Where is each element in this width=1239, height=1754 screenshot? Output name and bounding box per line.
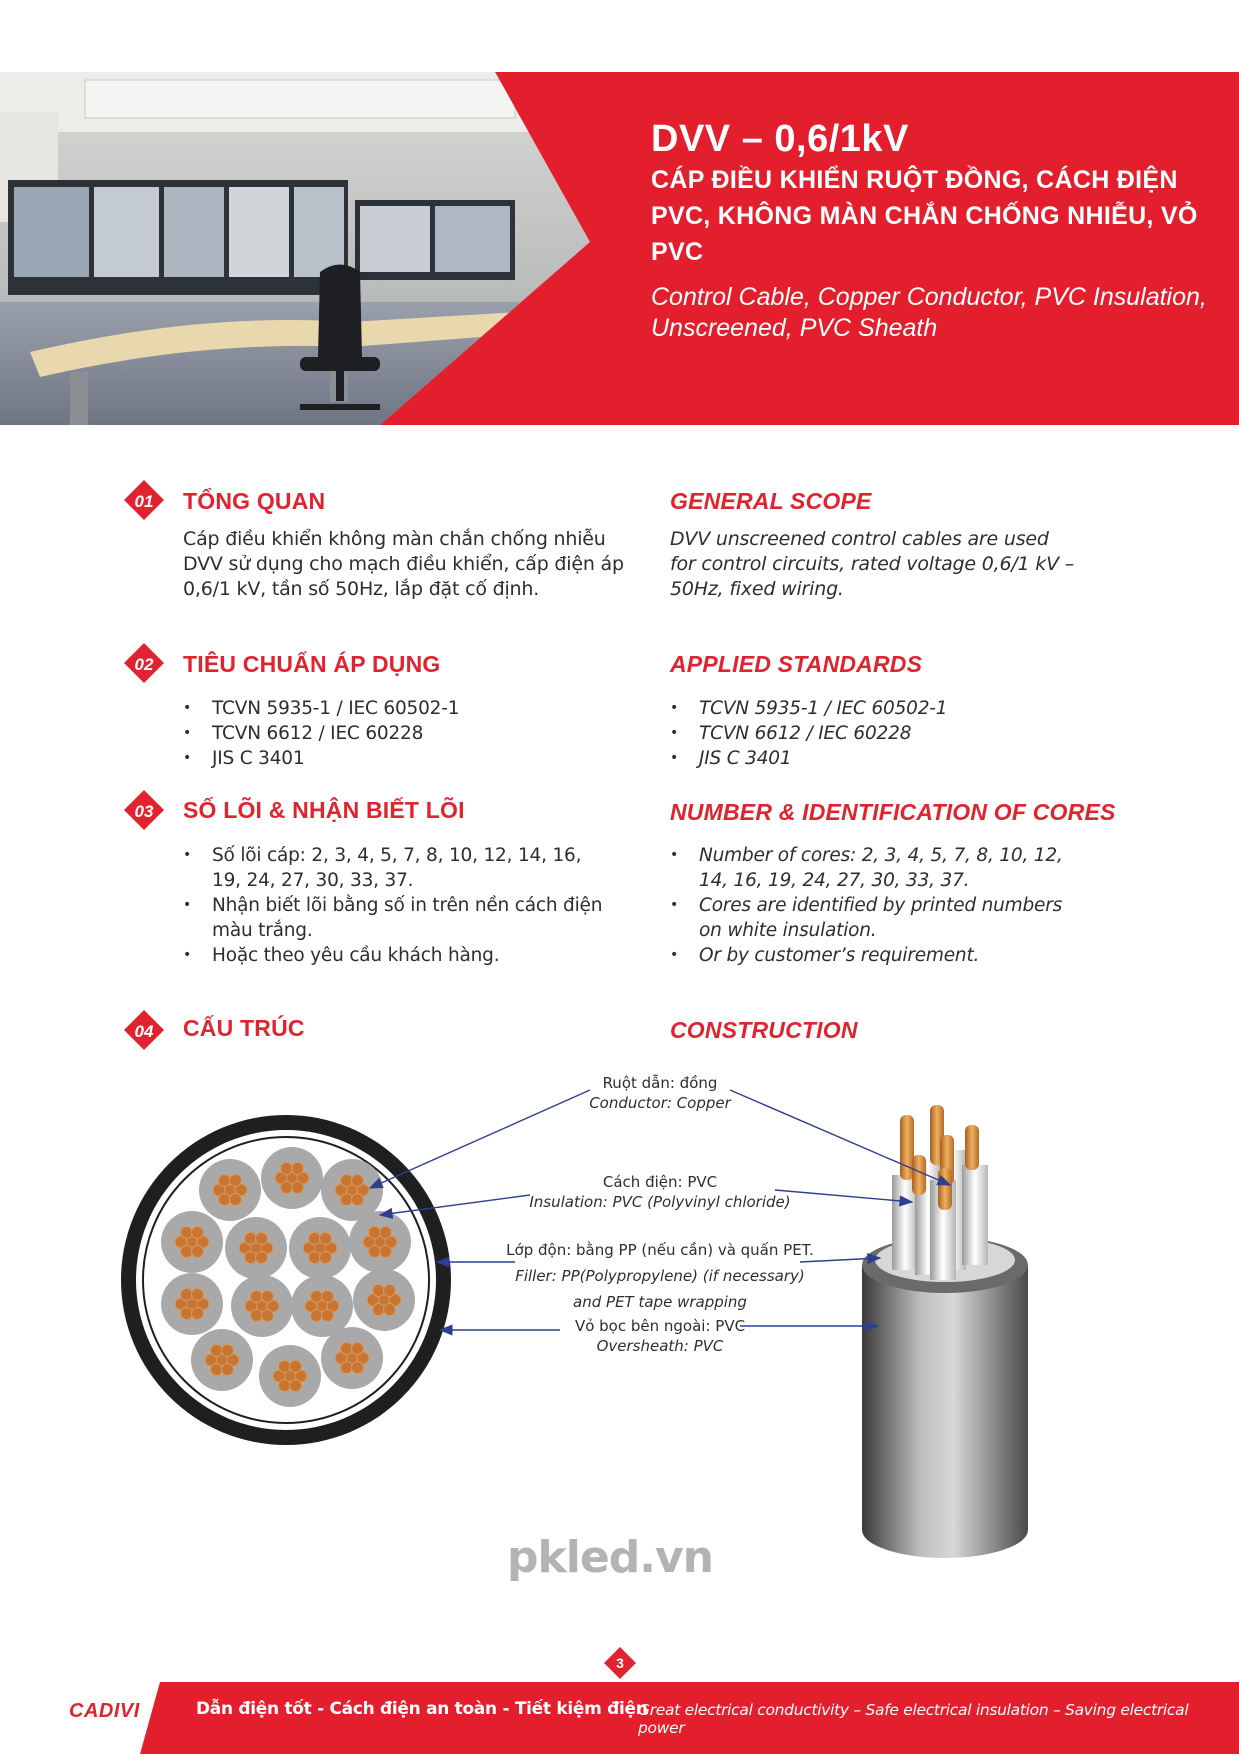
list-item: • Or by customer’s requirement. [670, 943, 1090, 968]
standards-list-vn [183, 696, 623, 771]
footer-slogan-vn: Dẫn điện tốt - Cách điện an toàn - Tiết kiệm điện [196, 1699, 648, 1719]
cadivi-logo: CADIVI [69, 1700, 140, 1722]
list-item: • TCVN 6612 / IEC 60228 [670, 721, 1110, 746]
label-conductor: Ruột dẫn: đồng Conductor: Copper [589, 1074, 731, 1112]
section-title-overview: TỔNG QUAN [183, 488, 326, 514]
list-item: • Số lõi cáp: 2, 3, 4, 5, 7, 8, 10, 12, 14, 16, 19, 24, 27, 30, 33, 37. [183, 843, 613, 893]
product-subtitle-en: Control Cable, Copper Conductor, PVC Insulation, Unscreened, PVC Sheath [651, 283, 1207, 342]
insulated-core [261, 1147, 323, 1209]
section-03-badge [124, 790, 164, 830]
section-04-number: 04 [134, 1022, 154, 1041]
list-item: • TCVN 5935-1 / IEC 60502-1 [183, 696, 623, 721]
list-item: • Cores are identified by printed numbers on white insulation. [670, 893, 1090, 943]
insulated-core [161, 1273, 223, 1335]
section-04-badge [124, 1010, 164, 1050]
insulated-core [353, 1269, 415, 1331]
section-03-number: 03 [134, 802, 154, 821]
page-number: 3 [604, 1647, 636, 1679]
list-item: • JIS C 3401 [183, 746, 623, 771]
standards-list-en [670, 696, 1110, 771]
watermark: pkled.vn [507, 1532, 713, 1583]
cores-list-en [670, 843, 1090, 968]
section-title-construction: CONSTRUCTION [670, 1017, 858, 1043]
section-02-number: 02 [134, 655, 154, 674]
section-01-number: 01 [134, 492, 154, 511]
list-item: • TCVN 5935-1 / IEC 60502-1 [670, 696, 1110, 721]
section-01-badge [124, 480, 164, 520]
label-oversheath: Vỏ bọc bên ngoài: PVC Oversheath: PVC [574, 1317, 746, 1355]
cable-3d-view [862, 1105, 1028, 1558]
hero-banner [0, 72, 1239, 425]
cores-list-vn [183, 843, 613, 968]
label-filler: Lớp độn: bằng PP (nếu cần) và quấn PET. Filler: PP(Polypropylene) (if necessary) and PET tape wrapping [506, 1241, 814, 1311]
section-title-number-identification: NUMBER & IDENTIFICATION OF CORES [670, 799, 1116, 825]
product-title: DVV – 0,6/1kV [651, 118, 909, 160]
label-insulation: Cách điện: PVC Insulation: PVC (Polyvinyl chloride) [529, 1173, 791, 1211]
insulated-core [321, 1327, 383, 1389]
list-item: • Hoặc theo yêu cầu khách hàng. [183, 943, 613, 968]
list-item: • TCVN 6612 / IEC 60228 [183, 721, 623, 746]
section-02-badge [124, 643, 164, 683]
insulated-core [289, 1217, 351, 1279]
control-room-photo [0, 72, 600, 425]
list-item: • JIS C 3401 [670, 746, 1110, 771]
list-item: • Number of cores: 2, 3, 4, 5, 7, 8, 10, 12, 14, 16, 19, 24, 27, 30, 33, 37. [670, 843, 1090, 893]
insulated-core [225, 1217, 287, 1279]
section-title-structure: CẤU TRÚC [183, 1015, 305, 1041]
insulated-core [291, 1275, 353, 1337]
overview-text-en: DVV unscreened control cables are used for control circuits, rated voltage 0,6/1 kV – 50Hz, fixed wiring. [670, 528, 1075, 600]
footer-slogan-en: Great electrical conductivity – Safe electrical insulation – Saving electrical power [638, 1701, 1189, 1737]
insulated-core [259, 1345, 321, 1407]
insulated-core [349, 1211, 411, 1273]
insulated-core [191, 1329, 253, 1391]
section-title-general-scope: GENERAL SCOPE [670, 488, 872, 514]
section-title-cores: SỐ LÕI & NHẬN BIẾT LÕI [183, 797, 465, 823]
section-title-standards: TIÊU CHUẨN ÁP DỤNG [183, 651, 441, 677]
list-item: • Nhận biết lõi bằng số in trên nền cách điện màu trắng. [183, 893, 613, 943]
section-title-applied-standards: APPLIED STANDARDS [670, 651, 923, 677]
product-subtitle-vn: CÁP ĐIỀU KHIỂN RUỘT ĐỒNG, CÁCH ĐIỆN PVC, KHÔNG MÀN CHẮN CHỐNG NHIỄU, VỎ PVC [651, 166, 1198, 266]
insulated-core [199, 1159, 261, 1221]
overview-text-vn: Cáp điều khiển không màn chắn chống nhiễu DVV sử dụng cho mạch điều khiển, cấp điện áp 0,6/1 kV, tần số 50Hz, lắp đặt cố định. [183, 528, 624, 600]
cable-cross-section [121, 1115, 451, 1445]
insulated-core [231, 1275, 293, 1337]
insulated-core [161, 1211, 223, 1273]
